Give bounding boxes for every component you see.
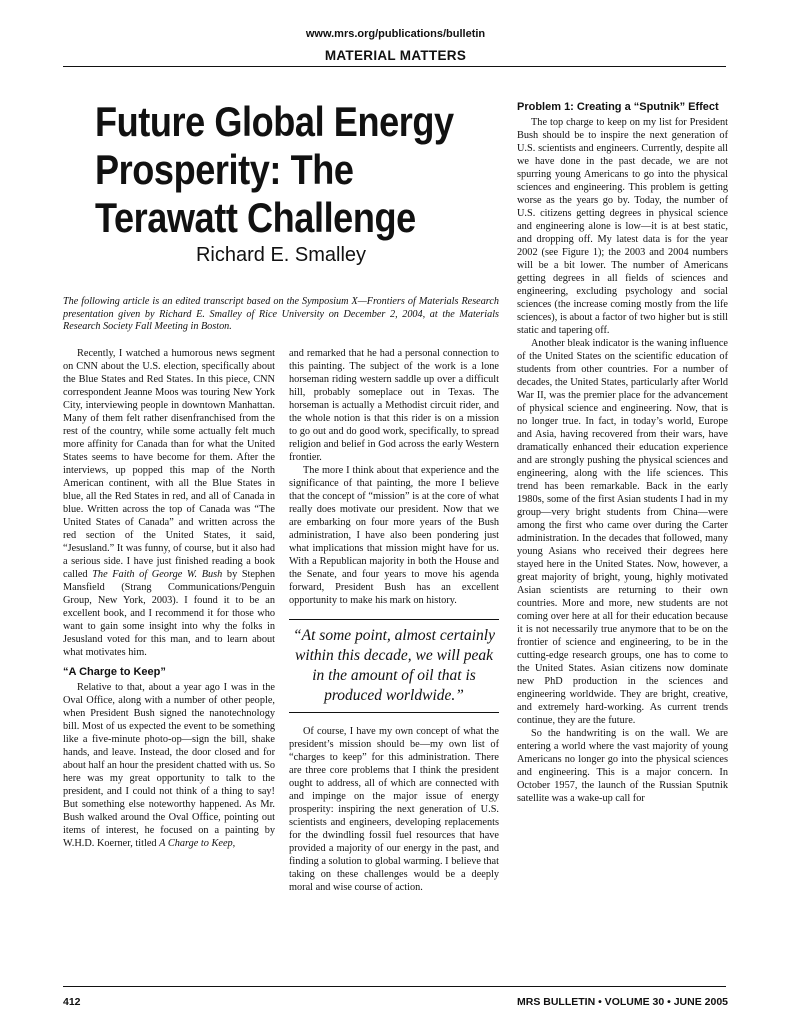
title-line-1: Future Global Energy: [95, 98, 454, 145]
paragraph: Of course, I have my own concept of what the president’s mission should be—my own list of “charges to keep” for this administration. There are three core problems that I think the president ought to address, all of which are connected with and impinge on the major issue of energy prosperity: inspiring the next generation of U.S. scientists and engineers, developing replacements for the dwindling fossil fuel resources that have provided a majority of our energy in the past, and finding a solution to global warming. I believe that taking on these challenges would be a deeply moral and wise course of action.: [289, 726, 499, 893]
paragraph: [63, 681, 275, 850]
paragraph: [63, 347, 275, 659]
paragraph: Another bleak indicator is the waning influence of the United States on the scientific education of students from other countries. For a number of decades, the United States, particularly after World War II, was the premier place for the advancement of physical science and engineering. Now, that is no longer true. In fact, in today’s world, Europe and Asia, having recovered from their wars, have dramatically enhanced their education experience and are strongly pushing the physical sciences and engineering, along with the life sciences. This trend has been remarkable. Back in the early 1980s, some of the first Asian students I had in my group—very bright students from China—were among the first who came over during the Carter administration. In the decades that followed, many young Asians who received their degrees here stayed here in the United States. Now, however, a great majority of bright, young, highly motivated Asian scientists are returning to their own countries. More and more, new students are not coming over here at all for their education because it is not necessarily true anymore that to be on the frontier of science and engineering, to be in the cutting-edge research groups, one has to come to the United States. Asian citizens now dominate new PhD production in the sciences and engineering worldwide. They are bright, creative, and extremely hard-working. As current trends continue, they are the future.: [517, 337, 728, 726]
intro-note: The following article is an edited transcript based on the Symposium X—Frontiers of Materials Research presentation given by Richard E. Smalley of Rice University on December 2, 2004, at the Materials Research Society Fall Meeting in Boston.: [63, 296, 499, 333]
column-2: [289, 347, 499, 894]
section-title: MATERIAL MATTERS: [324, 48, 467, 63]
paragraph: So the handwriting is on the wall. We are entering a world where the vast majority of young Americans no longer go into the physical sciences and engineering. This is a major concern. In October 1957, the launch of the Russian Sputnik satellite was a wake-up call for: [517, 727, 728, 804]
paragraph-text: Relative to that, about a year ago I was in the Oval Office, along with a number of other people, when President Bush signed the nanotechnology bill. Most of us expected the event to be something like a five-minute photo-op—sign the bill, shake hands, and leave. Instead, the door closed and for about half an hour the president chatted with us. So here was my great opportunity to talk to the president, and I could not think of a thing to say! But something else noteworthy happened. As Mr. Bush walked around the Oval Office, pointing out items of interest, he focused on a painting by W.H.D. Koerner, titled: [63, 681, 275, 849]
paragraph-text: by Stephen Mansfield (Strang Communications/Penguin Group, New York, 2003). I found it to be an excellent book, and I recommend it for those who want to gain some insight into why the folks in Jesusland voted for this man, and to learn about what motivates him.: [63, 569, 276, 658]
title-line-3: Terawatt Challenge: [95, 194, 416, 241]
title-line-2: Prosperity: The: [95, 146, 354, 193]
paragraph-text: Recently, I watched a humorous news segment on CNN about the U.S. election, specifically about the Blue States and Red States. In this piece, CNN correspondent Jeanne Moos was touring New York City, interviewing people in downtown Manhattan. Many of them felt rather disenfranchised from the rest of the country, while some actually felt much more affinity for Canada than for what the United States seems to have become for them. After the interviews, up popped this map of the North American continent, with all the Blue States in blue, all the Red States in red, and all of Canada in blue. Written across the top of Canada was “The United States of Canada” and written across the red section of the United States, it said, “Jesusland.” It was funny, of course, but it also had a serious side. I have just finished reading a book called: [63, 348, 275, 580]
column-3: [517, 101, 728, 805]
paragraph: The more I think about that experience and the significance of that painting, the more I believe that the concept of “mission” is at the core of what really does motivate our president. Now that we are embarking on four more years of the Bush administration, I have also been pondering just what implications that mission might have for us. With a Republican majority in both the House and the Senate, and four years to move his agenda forward, President Bush has an excellent opportunity to make his mark on history.: [289, 465, 499, 606]
column-1: [63, 347, 275, 850]
author-name: Richard E. Smalley: [195, 244, 367, 266]
painting-title: A Charge to Keep,: [159, 837, 236, 849]
journal-url: www.mrs.org/publications/bulletin: [305, 28, 486, 40]
footer-rule: [63, 986, 726, 987]
paragraph: The top charge to keep on my list for President Bush should be to inspire the next generation of U.S. scientists and engineers. Currently, despite all we have done in the past decade, we are not spurring young Americans to go into the physical sciences and engineering. This problem is getting worse as the years go by. Today, the number of U.S. citizens getting degrees in physical science and engineering alone is low—it is at best static, and dropping off. My latest data is for the year 2002 (see Figure 1); the 2003 and 2004 numbers will be a bit lower. The number of Americans getting degrees in all fields of sciences and engineering, excluding psychology and social sciences (the increase coming mostly from the life sciences), is about a factor of two higher but is still static and tapering off.: [517, 116, 728, 336]
book-title: The Faith of George W. Bush: [92, 569, 223, 580]
article-title: [95, 98, 454, 242]
page-number: 412: [63, 996, 81, 1008]
pull-quote: “At some point, almost certainly within this decade, we will peak in the amount of oil that is produced worldwide.”: [289, 619, 499, 713]
paragraph: and remarked that he had a personal connection to this painting. The subject of the work is a lone horseman riding western saddle up over a difficult hill, probably someplace out in Texas. The horseman is actually a Methodist circuit rider, and the whole notion is that this rider is on a mission to go out and do good work, specifically, to spread religion and belief in God across the early Western frontier.: [289, 348, 499, 463]
section-heading: “A Charge to Keep”: [63, 666, 166, 678]
journal-footer: MRS BULLETIN • VOLUME 30 • JUNE 2005: [517, 996, 728, 1008]
section-heading: Problem 1: Creating a “Sputnik” Effect: [517, 101, 719, 113]
header-rule: [63, 66, 726, 67]
